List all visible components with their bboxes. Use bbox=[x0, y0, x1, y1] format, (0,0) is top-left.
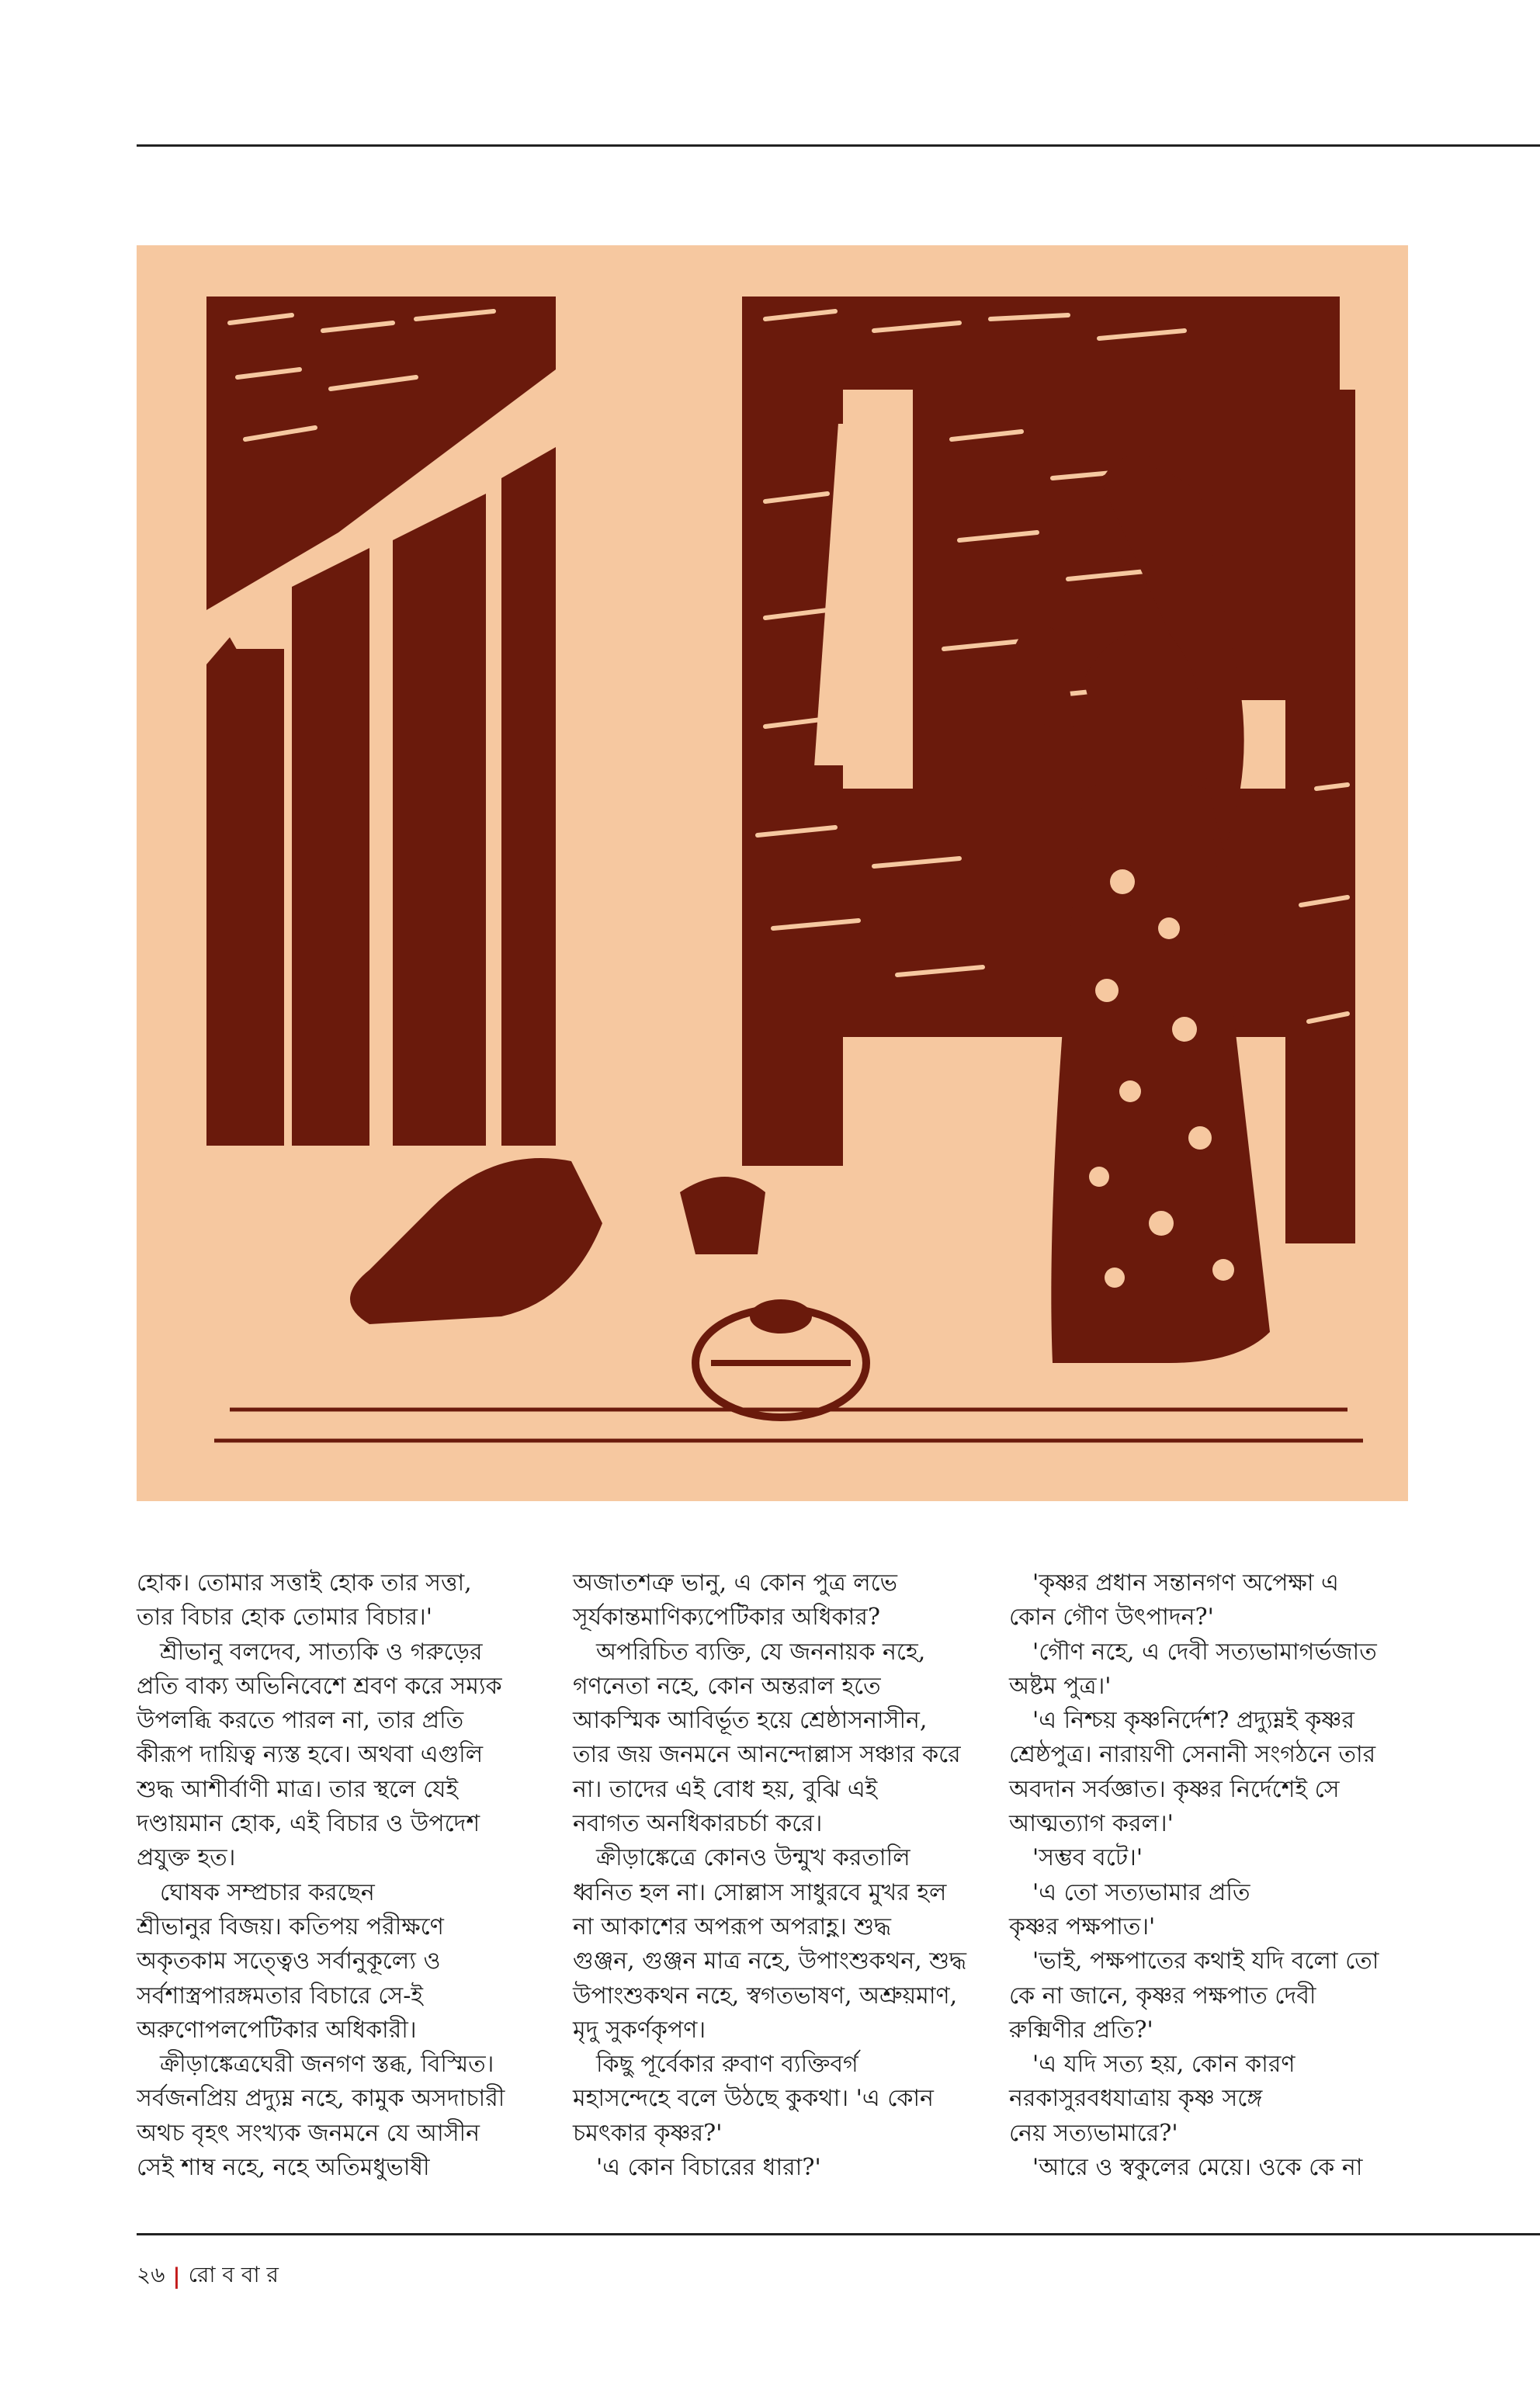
text-line: অথচ বৃহৎ সংখ্যক জনমনে যে আসীন bbox=[137, 2119, 480, 2147]
text-line: অপরিচিত ব্যক্তি, যে জননায়ক নহে, bbox=[596, 1638, 926, 1666]
text-line: অজাতশত্রু ভানু, এ কোন পুত্র লভে bbox=[573, 1569, 898, 1597]
illustration-svg bbox=[137, 245, 1408, 1501]
text-column-1 bbox=[137, 1566, 540, 2185]
text-line: 'সম্ভব বটে।' bbox=[1032, 1844, 1143, 1872]
text-line: তার জয় জনমনে আনন্দোল্লাস সঞ্চার করে bbox=[573, 1741, 961, 1769]
text-line: 'এ তো সত্যভামার প্রতি bbox=[1032, 1878, 1250, 1906]
text-line: নেয় সত্যভামারে?' bbox=[1009, 2119, 1178, 2147]
woodcut-illustration bbox=[137, 245, 1408, 1501]
text-line: নরকাসুরবধযাত্রায় কৃষ্ণ সঙ্গে bbox=[1009, 2085, 1263, 2113]
text-line: শুদ্ধ আশীর্বাণী মাত্র। তার স্থলে যেই bbox=[137, 1775, 459, 1803]
text-line: গণনেতা নহে, কোন অন্তরাল হতে bbox=[573, 1672, 881, 1700]
text-line: সর্বজনপ্রিয় প্রদ্যুম্ন নহে, কামুক অসদাচারী bbox=[137, 2085, 505, 2113]
text-line: ধ্বনিত হল না। সোল্লাস সাধুরবে মুখর হল bbox=[573, 1878, 947, 1906]
text-line: গুঞ্জন, গুঞ্জন মাত্র নহে, উপাংশুকথন, শুদ্ধ bbox=[573, 1947, 967, 1975]
text-line: প্রযুক্ত হত। bbox=[137, 1844, 236, 1872]
text-line: সূর্যকান্তমাণিক্যপেটিকার অধিকার? bbox=[573, 1604, 880, 1632]
text-line: শ্রীভানুর বিজয়। কতিপয় পরীক্ষণে bbox=[137, 1913, 444, 1940]
text-line: অষ্টম পুত্র।' bbox=[1009, 1672, 1112, 1700]
text-line: 'এ নিশ্চয় কৃষ্ণনির্দেশ? প্রদ্যুম্নই কৃষ্ণর bbox=[1032, 1707, 1354, 1735]
footer-rule bbox=[137, 2233, 1540, 2235]
text-line: 'গৌণ নহে, এ দেবী সত্যভামাগর্ভজাত bbox=[1032, 1638, 1377, 1666]
text-line: সর্বশাস্ত্রপারঙ্গমতার বিচারে সে-ই bbox=[137, 1982, 423, 2010]
text-line: মৃদু সুকর্ণকৃপণ। bbox=[573, 2016, 706, 2044]
text-line: কিছু পূর্বেকার রুবাণ ব্যক্তিবর্গ bbox=[596, 2051, 858, 2079]
footer-separator: | bbox=[172, 2263, 181, 2289]
text-column-2 bbox=[573, 1566, 976, 2185]
page-footer bbox=[137, 2258, 279, 2294]
magazine-name: রো ব বা র bbox=[188, 2262, 279, 2287]
text-line: দণ্ডায়মান হোক, এই বিচার ও উপদেশ bbox=[137, 1810, 480, 1838]
text-column-3 bbox=[1009, 1566, 1413, 2185]
text-line: মহাসন্দেহে বলে উঠছে কুকথা। 'এ কোন bbox=[573, 2085, 934, 2113]
text-line: কৃষ্ণর পক্ষপাত।' bbox=[1009, 1913, 1156, 1940]
text-line: হোক। তোমার সত্তাই হোক তার সত্তা, bbox=[137, 1569, 472, 1597]
text-line: না। তাদের এই বোধ হয়, বুঝি এই bbox=[573, 1775, 878, 1803]
text-line: উপাংশুকথন নহে, স্বগতভাষণ, অশ্রুয়মাণ, bbox=[573, 1982, 958, 2010]
page-number: ২৬ bbox=[137, 2262, 165, 2287]
text-line: আত্মত্যাগ করল।' bbox=[1009, 1810, 1174, 1838]
text-line: আকস্মিক আবির্ভূত হয়ে শ্রেষ্ঠাসনাসীন, bbox=[573, 1707, 928, 1735]
text-line: কীরূপ দায়িত্ব ন্যস্ত হবে। অথবা এগুলি bbox=[137, 1741, 484, 1769]
text-line: না আকাশের অপরূপ অপরাহ্ণ। শুদ্ধ bbox=[573, 1913, 892, 1940]
text-line: 'কৃষ্ণর প্রধান সন্তানগণ অপেক্ষা এ bbox=[1032, 1569, 1339, 1597]
text-line: 'আরে ও স্বকুলের মেয়ে। ওকে কে না bbox=[1032, 2154, 1363, 2182]
text-line: ক্রীড়াঙ্কেত্রঘেরী জনগণ স্তব্ধ, বিস্মিত। bbox=[160, 2051, 494, 2079]
text-line: ক্রীড়াঙ্কেত্রে কোনও উন্মুখ করতালি bbox=[596, 1844, 910, 1872]
text-line: ঘোষক সম্প্রচার করছেন bbox=[160, 1878, 375, 1906]
text-line: কে না জানে, কৃষ্ণর পক্ষপাত দেবী bbox=[1009, 1982, 1316, 2010]
text-line: অরুণোপলপেটিকার অধিকারী। bbox=[137, 2016, 417, 2044]
text-line: প্রতি বাক্য অভিনিবেশে শ্রবণ করে সম্যক bbox=[137, 1672, 502, 1700]
text-line: সেই শাম্ব নহে, নহে অতিমধুভাষী bbox=[137, 2154, 430, 2182]
text-line: অকৃতকাম সত্ত্বেও সর্বানুকূল্যে ও bbox=[137, 1947, 441, 1975]
text-line: নবাগত অনধিকারচর্চা করে। bbox=[573, 1810, 823, 1838]
text-line: শ্রেষ্ঠপুত্র। নারায়ণী সেনানী সংগঠনে তার bbox=[1009, 1741, 1376, 1769]
text-line: রুক্মিণীর প্রতি?' bbox=[1009, 2016, 1153, 2044]
text-line: 'এ কোন বিচারের ধারা?' bbox=[596, 2154, 821, 2182]
text-line: শ্রীভানু বলদেব, সাত্যকি ও গরুড়ের bbox=[160, 1638, 483, 1666]
text-line: অবদান সর্বজ্ঞাত। কৃষ্ণর নির্দেশেই সে bbox=[1009, 1775, 1340, 1803]
text-line: উপলব্ধি করতে পারল না, তার প্রতি bbox=[137, 1707, 464, 1735]
text-line: তার বিচার হোক তোমার বিচার।' bbox=[137, 1604, 433, 1632]
text-line: কোন গৌণ উৎপাদন?' bbox=[1009, 1604, 1214, 1632]
text-line: 'ভাই, পক্ষপাতের কথাই যদি বলো তো bbox=[1032, 1947, 1379, 1975]
text-line: চমৎকার কৃষ্ণর?' bbox=[573, 2119, 723, 2147]
text-line: 'এ যদি সত্য হয়, কোন কারণ bbox=[1032, 2051, 1295, 2079]
header-rule bbox=[137, 144, 1540, 147]
